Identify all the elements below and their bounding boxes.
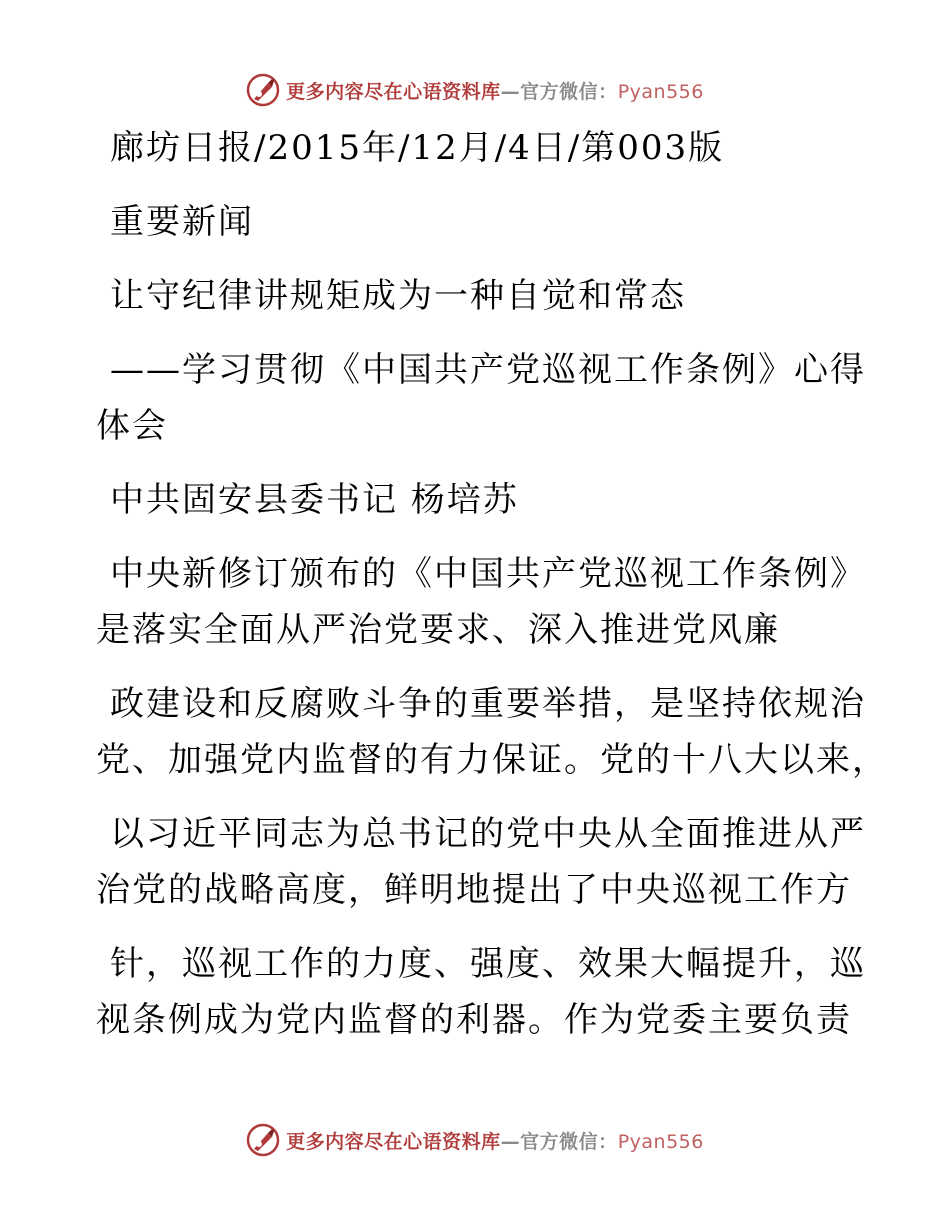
paragraph-line: 视条例成为党内监督的利器。作为党委主要负责 <box>96 1000 852 1040</box>
pen-logo-icon <box>246 73 280 107</box>
paragraph-line: 中央新修订颁布的《中国共产党巡视工作条例》 <box>110 554 866 594</box>
paragraph-line: 针，巡视工作的力度、强度、效果大幅提升，巡 <box>110 944 866 984</box>
source-line: 廊坊日报/2015年/12月/4日/第003版 <box>110 128 725 168</box>
paragraph-line: 党、加强党内监督的有力保证。党的十八大以来， <box>96 740 888 780</box>
pen-logo-icon <box>246 1123 280 1157</box>
watermark-header <box>0 70 950 110</box>
author-line: 中共固安县委书记 杨培苏 <box>110 480 519 520</box>
article-title: 让守纪律讲规矩成为一种自觉和常态 <box>110 276 686 316</box>
section-label: 重要新闻 <box>110 202 254 242</box>
watermark-text: 更多内容尽在心语资料库—官方微信：Pyan556 <box>286 1130 704 1153</box>
paragraph-line: 是落实全面从严治党要求、深入推进党风廉 <box>96 610 780 650</box>
article-subtitle-cont: 体会 <box>96 406 168 446</box>
article-subtitle: ——学习贯彻《中国共产党巡视工作条例》心得 <box>110 350 866 390</box>
paragraph-line: 以习近平同志为总书记的党中央从全面推进从严 <box>110 814 866 854</box>
paragraph-line: 治党的战略高度，鲜明地提出了中央巡视工作方 <box>96 870 852 910</box>
paragraph-line: 政建设和反腐败斗争的重要举措，是坚持依规治 <box>110 684 866 724</box>
watermark-text: 更多内容尽在心语资料库—官方微信：Pyan556 <box>286 80 704 103</box>
watermark-footer <box>0 1120 950 1160</box>
article-body <box>96 120 888 1048</box>
